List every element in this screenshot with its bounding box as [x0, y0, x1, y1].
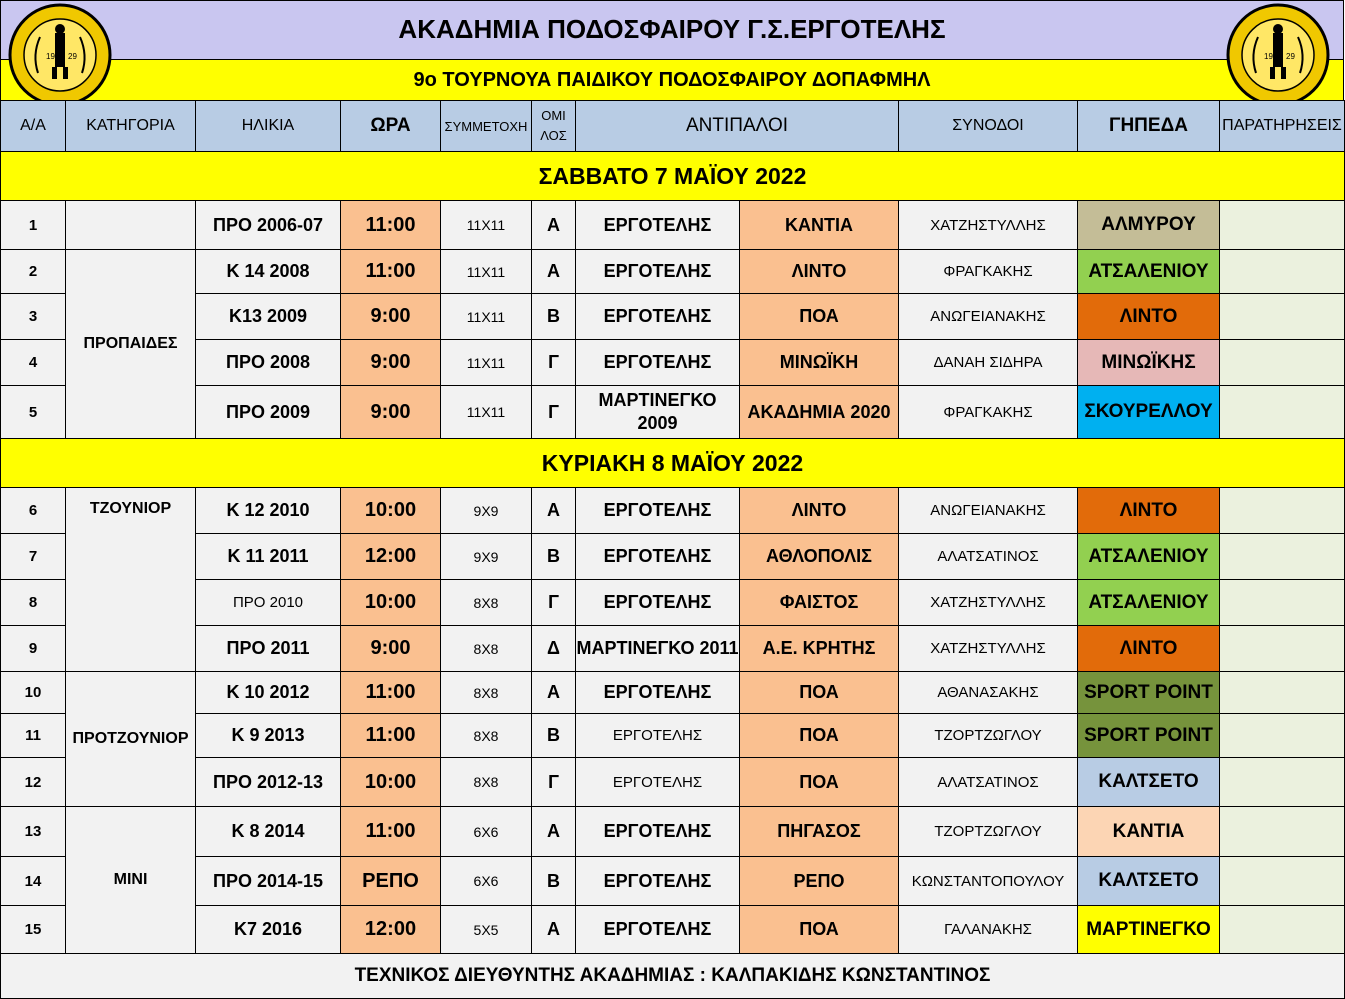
time-cell: 11:00: [341, 672, 441, 714]
title-band: [0, 0, 1344, 60]
home-team-cell: ΕΡΓΟΤΕΛΗΣ: [576, 714, 740, 758]
time-cell: 9:00: [341, 340, 441, 386]
table-row: [1, 386, 1345, 439]
escort-cell: ΑΝΩΓΕΙΑΝΑΚΗΣ: [899, 488, 1078, 534]
notes-cell: [1220, 534, 1345, 580]
match-number: 1: [1, 201, 66, 250]
group-cell: Α: [532, 201, 576, 250]
escort-cell: ΤΖΟΡΤΖΩΓΛΟΥ: [899, 807, 1078, 857]
col-header-group: ΟΜΙ ΛΟΣ: [532, 101, 576, 152]
time-cell: 9:00: [341, 294, 441, 340]
notes-cell: [1220, 488, 1345, 534]
away-team-cell: ΠΟΑ: [740, 714, 899, 758]
home-team-cell: ΜΑΡΤΙΝΕΓΚΟ 2011: [576, 626, 740, 672]
escort-cell: ΧΑΤΖΗΣΤΥΛΛΗΣ: [899, 626, 1078, 672]
table-row: [1, 714, 1345, 758]
age-cell: Κ 10 2012: [196, 672, 341, 714]
day-label: ΚΥΡΙΑΚΗ 8 ΜΑΪΟΥ 2022: [1, 439, 1345, 488]
table-row: [1, 340, 1345, 386]
category-cell: ΤΖΟΥΝΙΟΡ: [66, 488, 196, 672]
match-number: 15: [1, 906, 66, 954]
time-cell: 11:00: [341, 807, 441, 857]
club-logo-left: [8, 3, 112, 107]
home-team-cell: ΕΡΓΟΤΕΛΗΣ: [576, 906, 740, 954]
table-row: [1, 201, 1345, 250]
notes-cell: [1220, 294, 1345, 340]
page-title: ΑΚΑΔΗΜΙΑ ΠΟΔΟΣΦΑΙΡΟΥ Γ.Σ.ΕΡΓΟΤΕΛΗΣ: [398, 14, 946, 44]
category-cell: ΠΡΟΤΖΟΥΝΙΟΡ: [66, 672, 196, 807]
group-cell: Β: [532, 714, 576, 758]
category-cell: ΠΡΟΠΑΙΔΕΣ: [66, 250, 196, 439]
age-cell: Κ 11 2011: [196, 534, 341, 580]
day-label: ΣΑΒΒΑΤΟ 7 ΜΑΪΟΥ 2022: [1, 152, 1345, 201]
away-team-cell: Α.Ε. ΚΡΗΤΗΣ: [740, 626, 899, 672]
field-cell: ΑΛΜΥΡΟΥ: [1078, 201, 1220, 250]
field-cell: ΚΑΛΤΣΕΤΟ: [1078, 758, 1220, 807]
away-team-cell: ΠΟΑ: [740, 672, 899, 714]
participation-cell: 11Χ11: [441, 386, 532, 439]
away-team-cell: ΠΟΑ: [740, 758, 899, 807]
notes-cell: [1220, 250, 1345, 294]
club-crest-icon: [1226, 3, 1330, 107]
home-team-cell: ΕΡΓΟΤΕΛΗΣ: [576, 857, 740, 906]
age-cell: ΠΡΟ 2014-15: [196, 857, 341, 906]
participation-cell: 6Χ6: [441, 857, 532, 906]
group-cell: Α: [532, 672, 576, 714]
col-header-escorts: ΣΥΝΟΔΟΙ: [899, 101, 1078, 152]
escort-cell: ΦΡΑΓΚΑΚΗΣ: [899, 386, 1078, 439]
participation-cell: 8Χ8: [441, 672, 532, 714]
col-header-time: ΩΡΑ: [341, 101, 441, 152]
field-cell: ΑΤΣΑΛΕΝΙΟΥ: [1078, 534, 1220, 580]
svg-text:29: 29: [1286, 52, 1295, 61]
away-team-cell: ΠΟΑ: [740, 294, 899, 340]
column-header-row: [1, 101, 1345, 152]
away-team-cell: ΜΙΝΩΪΚΗ: [740, 340, 899, 386]
participation-cell: 8Χ8: [441, 580, 532, 626]
home-team-cell: ΕΡΓΟΤΕΛΗΣ: [576, 488, 740, 534]
notes-cell: [1220, 807, 1345, 857]
col-header-aa: Α/Α: [1, 101, 66, 152]
match-number: 4: [1, 340, 66, 386]
match-number: 12: [1, 758, 66, 807]
table-row: [1, 626, 1345, 672]
field-cell: ΛΙΝΤΟ: [1078, 626, 1220, 672]
table-row: [1, 807, 1345, 857]
time-cell: 9:00: [341, 386, 441, 439]
match-number: 9: [1, 626, 66, 672]
group-cell: Α: [532, 488, 576, 534]
field-cell: ΑΤΣΑΛΕΝΙΟΥ: [1078, 250, 1220, 294]
home-team-cell: ΕΡΓΟΤΕΛΗΣ: [576, 807, 740, 857]
group-cell: Γ: [532, 386, 576, 439]
match-number: 14: [1, 857, 66, 906]
match-number: 11: [1, 714, 66, 758]
home-team-cell: ΕΡΓΟΤΕΛΗΣ: [576, 294, 740, 340]
schedule-table: [0, 100, 1345, 999]
age-cell: Κ13 2009: [196, 294, 341, 340]
table-row: [1, 534, 1345, 580]
match-number: 6: [1, 488, 66, 534]
participation-cell: 8Χ8: [441, 758, 532, 807]
svg-text:19: 19: [46, 52, 55, 61]
age-cell: ΠΡΟ 2006-07: [196, 201, 341, 250]
club-crest-icon: [8, 3, 112, 107]
time-cell: ΡΕΠΟ: [341, 857, 441, 906]
match-number: 7: [1, 534, 66, 580]
away-team-cell: ΚΑΝΤΙΑ: [740, 201, 899, 250]
group-cell: Α: [532, 906, 576, 954]
home-team-cell: ΕΡΓΟΤΕΛΗΣ: [576, 340, 740, 386]
field-cell: SPORT POINT: [1078, 714, 1220, 758]
table-row: [1, 294, 1345, 340]
club-logo-right: [1226, 3, 1330, 107]
category-cell: ΜΙΝΙ: [66, 807, 196, 954]
time-cell: 12:00: [341, 534, 441, 580]
age-cell: ΠΡΟ 2012-13: [196, 758, 341, 807]
notes-cell: [1220, 626, 1345, 672]
away-team-cell: ΡΕΠΟ: [740, 857, 899, 906]
age-cell: Κ 9 2013: [196, 714, 341, 758]
home-team-cell: ΜΑΡΤΙΝΕΓΚΟ 2009: [576, 386, 740, 439]
age-cell: ΠΡΟ 2008: [196, 340, 341, 386]
escort-cell: ΑΛΑΤΣΑΤΙΝΟΣ: [899, 534, 1078, 580]
group-cell: Γ: [532, 580, 576, 626]
match-number: 3: [1, 294, 66, 340]
age-cell: Κ 12 2010: [196, 488, 341, 534]
participation-cell: 11Χ11: [441, 201, 532, 250]
escort-cell: ΚΩΝΣΤΑΝΤΟΠΟΥΛΟΥ: [899, 857, 1078, 906]
participation-cell: 11Χ11: [441, 340, 532, 386]
table-row: [1, 580, 1345, 626]
time-cell: 10:00: [341, 488, 441, 534]
home-team-cell: ΕΡΓΟΤΕΛΗΣ: [576, 534, 740, 580]
notes-cell: [1220, 672, 1345, 714]
participation-cell: 9Χ9: [441, 534, 532, 580]
group-cell: Β: [532, 294, 576, 340]
home-team-cell: ΕΡΓΟΤΕΛΗΣ: [576, 201, 740, 250]
time-cell: 10:00: [341, 758, 441, 807]
participation-cell: 11Χ11: [441, 294, 532, 340]
home-team-cell: ΕΡΓΟΤΕΛΗΣ: [576, 758, 740, 807]
escort-cell: ΦΡΑΓΚΑΚΗΣ: [899, 250, 1078, 294]
group-cell: Γ: [532, 340, 576, 386]
away-team-cell: ΑΘΛΟΠΟΛΙΣ: [740, 534, 899, 580]
match-number: 13: [1, 807, 66, 857]
footer-row: [1, 954, 1345, 999]
field-cell: ΜΙΝΩΪΚΗΣ: [1078, 340, 1220, 386]
away-team-cell: ΦΑΙΣΤΟΣ: [740, 580, 899, 626]
notes-cell: [1220, 386, 1345, 439]
participation-cell: 6Χ6: [441, 807, 532, 857]
participation-cell: 9Χ9: [441, 488, 532, 534]
col-header-category: ΚΑΤΗΓΟΡΙΑ: [66, 101, 196, 152]
home-team-cell: ΕΡΓΟΤΕΛΗΣ: [576, 250, 740, 294]
match-number: 10: [1, 672, 66, 714]
escort-cell: ΑΛΑΤΣΑΤΙΝΟΣ: [899, 758, 1078, 807]
field-cell: ΚΑΝΤΙΑ: [1078, 807, 1220, 857]
time-cell: 12:00: [341, 906, 441, 954]
field-cell: ΣΚΟΥΡΕΛΛΟΥ: [1078, 386, 1220, 439]
escort-cell: ΓΑΛΑΝΑΚΗΣ: [899, 906, 1078, 954]
table-row: [1, 857, 1345, 906]
notes-cell: [1220, 340, 1345, 386]
away-team-cell: ΑΚΑΔΗΜΙΑ 2020: [740, 386, 899, 439]
notes-cell: [1220, 906, 1345, 954]
notes-cell: [1220, 580, 1345, 626]
notes-cell: [1220, 758, 1345, 807]
svg-text:29: 29: [68, 52, 77, 61]
escort-cell: ΑΝΩΓΕΙΑΝΑΚΗΣ: [899, 294, 1078, 340]
group-cell: Β: [532, 534, 576, 580]
table-row: [1, 488, 1345, 534]
participation-cell: 11Χ11: [441, 250, 532, 294]
age-cell: Κ7 2016: [196, 906, 341, 954]
group-cell: Δ: [532, 626, 576, 672]
away-team-cell: ΛΙΝΤΟ: [740, 250, 899, 294]
notes-cell: [1220, 201, 1345, 250]
home-team-cell: ΕΡΓΟΤΕΛΗΣ: [576, 580, 740, 626]
home-team-cell: ΕΡΓΟΤΕΛΗΣ: [576, 672, 740, 714]
subtitle-band: [0, 59, 1344, 101]
col-header-participation: ΣΥΜΜΕΤΟΧΗ: [441, 101, 532, 152]
notes-cell: [1220, 857, 1345, 906]
field-cell: ΛΙΝΤΟ: [1078, 294, 1220, 340]
time-cell: 10:00: [341, 580, 441, 626]
field-cell: SPORT POINT: [1078, 672, 1220, 714]
age-cell: ΠΡΟ 2009: [196, 386, 341, 439]
notes-cell: [1220, 714, 1345, 758]
field-cell: ΚΑΛΤΣΕΤΟ: [1078, 857, 1220, 906]
participation-cell: 8Χ8: [441, 626, 532, 672]
escort-cell: ΑΘΑΝΑΣΑΚΗΣ: [899, 672, 1078, 714]
time-cell: 9:00: [341, 626, 441, 672]
col-header-opponents: ΑΝΤΙΠΑΛΟΙ: [576, 101, 899, 152]
table-row: [1, 758, 1345, 807]
field-cell: ΛΙΝΤΟ: [1078, 488, 1220, 534]
col-header-age: ΗΛΙΚΙΑ: [196, 101, 341, 152]
category-cell: [66, 201, 196, 250]
group-cell: Α: [532, 250, 576, 294]
age-cell: ΠΡΟ 2010: [196, 580, 341, 626]
escort-cell: ΔΑΝΑΗ ΣΙΔΗΡΑ: [899, 340, 1078, 386]
age-cell: ΠΡΟ 2011: [196, 626, 341, 672]
day-header-row: [1, 152, 1345, 201]
group-cell: Β: [532, 857, 576, 906]
escort-cell: ΧΑΤΖΗΣΤΥΛΛΗΣ: [899, 580, 1078, 626]
field-cell: ΑΤΣΑΛΕΝΙΟΥ: [1078, 580, 1220, 626]
group-cell: Α: [532, 807, 576, 857]
away-team-cell: ΠΗΓΑΣΟΣ: [740, 807, 899, 857]
table-row: [1, 250, 1345, 294]
time-cell: 11:00: [341, 201, 441, 250]
match-number: 5: [1, 386, 66, 439]
col-header-notes: ΠΑΡΑΤΗΡΗΣΕΙΣ: [1220, 101, 1345, 152]
escort-cell: ΤΖΟΡΤΖΩΓΛΟΥ: [899, 714, 1078, 758]
field-cell: ΜΑΡΤΙΝΕΓΚΟ: [1078, 906, 1220, 954]
age-cell: Κ 14 2008: [196, 250, 341, 294]
match-number: 8: [1, 580, 66, 626]
day-header-row: [1, 439, 1345, 488]
participation-cell: 8Χ8: [441, 714, 532, 758]
group-cell: Γ: [532, 758, 576, 807]
table-row: [1, 906, 1345, 954]
time-cell: 11:00: [341, 250, 441, 294]
table-row: [1, 672, 1345, 714]
participation-cell: 5Χ5: [441, 906, 532, 954]
away-team-cell: ΠΟΑ: [740, 906, 899, 954]
schedule-body: [1, 152, 1345, 954]
col-header-fields: ΓΗΠΕΔΑ: [1078, 101, 1220, 152]
footer-director: ΤΕΧΝΙΚΟΣ ΔΙΕΥΘΥΝΤΗΣ ΑΚΑΔΗΜΙΑΣ : ΚΑΛΠΑΚΙΔΗΣ ΚΩΝΣΤΑΝΤΙΝΟΣ: [1, 954, 1345, 999]
svg-text:19: 19: [1264, 52, 1273, 61]
page-subtitle: 9ο ΤΟΥΡΝΟΥΑ ΠΑΙΔΙΚΟΥ ΠΟΔΟΣΦΑΙΡΟΥ ΔΟΠΑΦΜΗΛ: [413, 69, 931, 91]
age-cell: Κ 8 2014: [196, 807, 341, 857]
away-team-cell: ΛΙΝΤΟ: [740, 488, 899, 534]
escort-cell: ΧΑΤΖΗΣΤΥΛΛΗΣ: [899, 201, 1078, 250]
time-cell: 11:00: [341, 714, 441, 758]
match-number: 2: [1, 250, 66, 294]
